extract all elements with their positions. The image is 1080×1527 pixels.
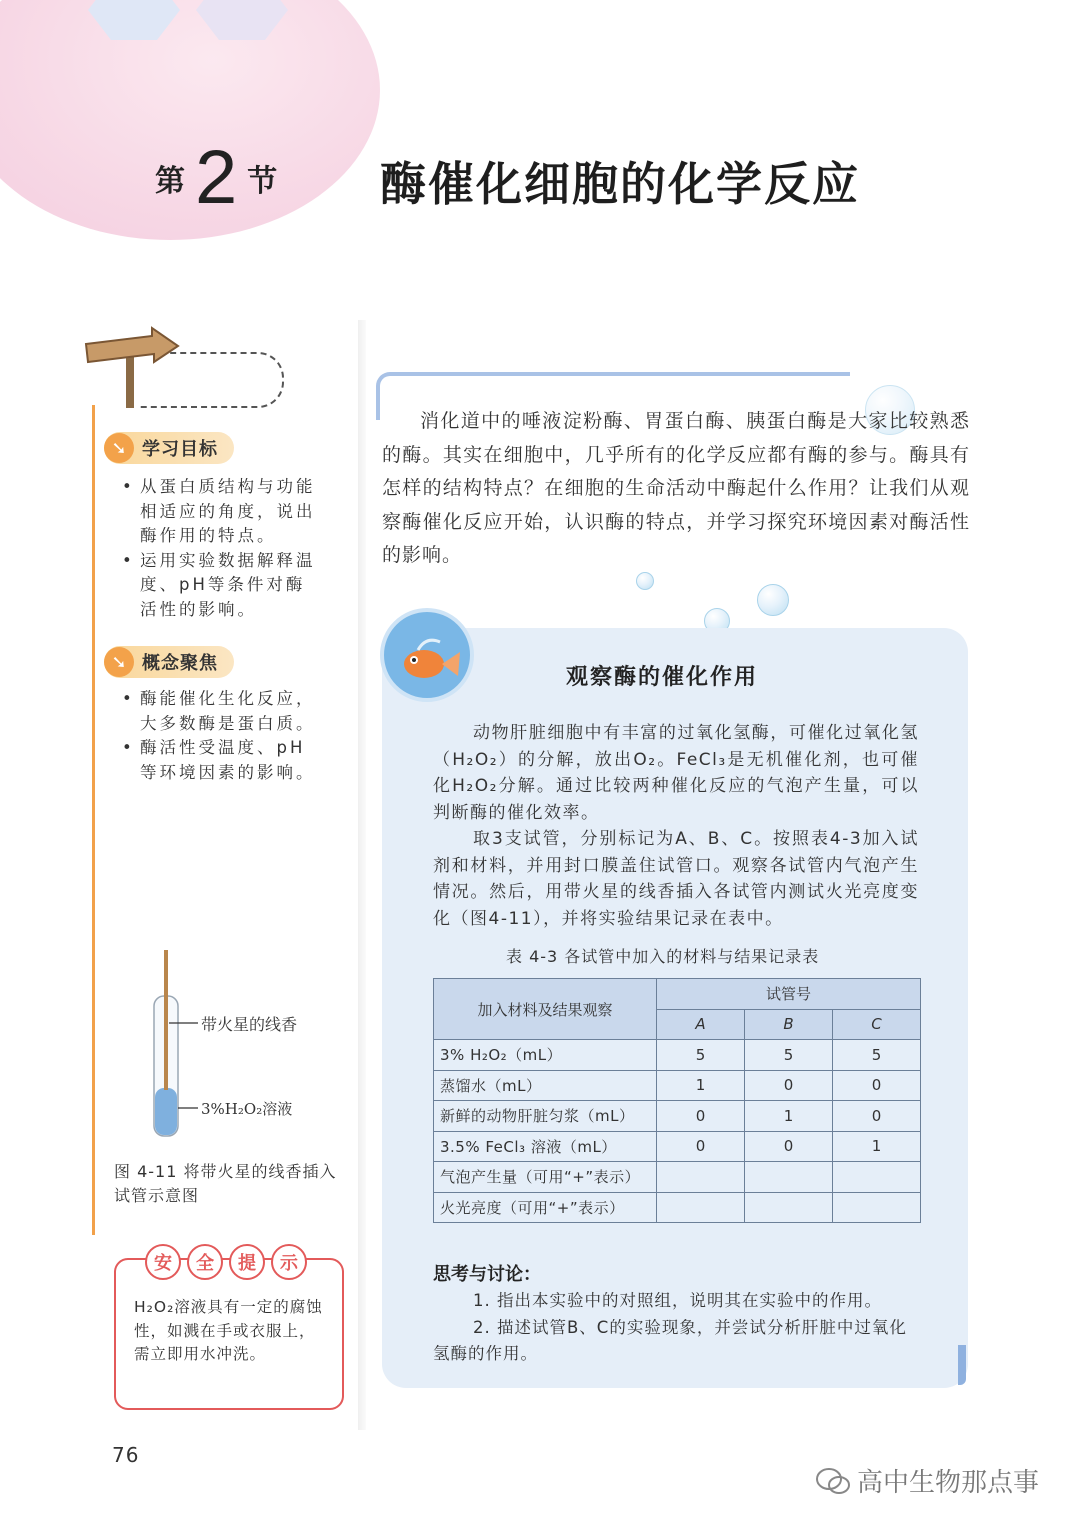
table-cell: 1 <box>833 1131 921 1162</box>
section-label <box>155 135 278 220</box>
table-cell <box>745 1192 833 1223</box>
table-cell <box>745 1162 833 1193</box>
table-cell: 0 <box>833 1070 921 1101</box>
list-item: • 从蛋白质结构与功能相适应的角度，说出酶作用的特点。 <box>122 475 322 549</box>
focus-list <box>122 687 322 785</box>
row-label: 气泡产生量（可用“+”表示） <box>434 1162 657 1193</box>
safety-char: 安 <box>145 1244 181 1280</box>
table-cell: 0 <box>833 1101 921 1132</box>
section-prefix: 第 <box>155 164 185 199</box>
list-item: • 酶活性受温度、pH等环境因素的影响。 <box>122 736 322 785</box>
table-row <box>434 1131 921 1162</box>
table-cell: 1 <box>657 1070 745 1101</box>
table-row <box>434 1162 921 1193</box>
focus-tag <box>104 646 234 678</box>
label-incense: 带火星的线香 <box>201 1015 298 1034</box>
column-header: B <box>745 1009 833 1040</box>
watermark <box>815 1462 1039 1499</box>
goals-list <box>122 475 322 622</box>
table-cell: 5 <box>657 1040 745 1071</box>
safety-char: 全 <box>187 1244 223 1280</box>
row-label: 3% H₂O₂（mL） <box>434 1040 657 1071</box>
table-row <box>434 1192 921 1223</box>
table-cell: 0 <box>657 1131 745 1162</box>
table-cell: 0 <box>657 1101 745 1132</box>
signpost-icon <box>82 322 182 410</box>
list-item: • 运用实验数据解释温度、pH等条件对酶活性的影响。 <box>122 549 322 623</box>
table-row <box>434 1101 921 1132</box>
table-header-left: 加入材料及结果观察 <box>434 979 657 1040</box>
column-header: C <box>833 1009 921 1040</box>
sidebar-divider <box>358 320 366 1430</box>
discussion-list <box>433 1288 919 1368</box>
table-cell <box>833 1162 921 1193</box>
bubble-decoration <box>757 584 789 616</box>
table-row <box>434 1040 921 1071</box>
arrow-icon: ➘ <box>104 647 134 677</box>
table-cell: 0 <box>745 1070 833 1101</box>
page-title: 酶催化细胞的化学反应 <box>380 157 860 211</box>
activity-title: 观察酶的催化作用 <box>566 665 759 690</box>
panel-edge <box>958 1345 966 1385</box>
page-number: 76 <box>112 1443 140 1467</box>
wechat-icon <box>815 1466 851 1496</box>
table-cell: 1 <box>745 1101 833 1132</box>
activity-text <box>433 720 919 932</box>
goldfish-icon <box>380 608 474 702</box>
table-cell: 5 <box>745 1040 833 1071</box>
discussion-item: 2. 描述试管B、C的实验现象，并尝试分析肝脏中过氧化氢酶的作用。 <box>433 1317 907 1363</box>
safety-char: 示 <box>271 1244 307 1280</box>
row-label: 蒸馏水（mL） <box>434 1070 657 1101</box>
row-label: 新鲜的动物肝脏匀浆（mL） <box>434 1101 657 1132</box>
table-cell <box>657 1162 745 1193</box>
section-number: 2 <box>195 135 238 220</box>
section-suffix: 节 <box>247 164 278 199</box>
row-label: 火光亮度（可用“+”表示） <box>434 1192 657 1223</box>
table-cell: 0 <box>745 1131 833 1162</box>
bubble-decoration <box>636 572 654 590</box>
table-row <box>434 1070 921 1101</box>
column-header: A <box>657 1009 745 1040</box>
discussion-item: 1. 指出本实验中的对照组，说明其在实验中的作用。 <box>473 1291 882 1310</box>
table-cell <box>833 1192 921 1223</box>
activity-paragraph: 动物肝脏细胞中有丰富的过氧化氢酶，可催化过氧化氢（H₂O₂）的分解，放出O₂。FeCl₃是无机催化剂，也可催化H₂O₂分解。通过比较两种催化反应的气泡产生量，可以判断酶的催化效率。 <box>433 723 919 823</box>
discussion-title: 思考与讨论： <box>433 1264 541 1285</box>
intro-paragraph: 消化道中的唾液淀粉酶、胃蛋白酶、胰蛋白酶是大家比较熟悉的酶。其实在细胞中，几乎所有的化学反应都有酶的参与。酶具有怎样的结构特点？在细胞的生命活动中酶起什么作用？让我们从观察酶催化反应开始，认识酶的特点，并学习探究环境因素对酶活性的影响。 <box>382 410 970 566</box>
row-label: 3.5% FeCl₃ 溶液（mL） <box>434 1131 657 1162</box>
arrow-icon: ➘ <box>104 433 134 463</box>
goals-tag <box>104 432 234 464</box>
table-header-group: 试管号 <box>657 979 921 1010</box>
goals-tag-label: 学习目标 <box>142 439 218 460</box>
watermark-text: 高中生物那点事 <box>857 1468 1040 1498</box>
safety-text: H₂O₂溶液具有一定的腐蚀性，如溅在手或衣服上，需立即用水冲洗。 <box>134 1298 323 1363</box>
record-table <box>433 978 921 1223</box>
label-solution: 3%H₂O₂溶液 <box>201 1100 293 1118</box>
table-cell: 5 <box>833 1040 921 1071</box>
safety-heading <box>145 1244 307 1280</box>
focus-tag-label: 概念聚焦 <box>142 653 218 674</box>
figure-caption: 图 4-11 将带火星的线香插入试管示意图 <box>114 1162 337 1205</box>
activity-paragraph: 取3支试管，分别标记为A、B、C。按照表4-3加入试剂和材料，并用封口膜盖住试管口。观察各试管内气泡产生情况。然后，用带火星的线香插入各试管内测试火光亮度变化（图4-11），并将实验结果记录在表中。 <box>433 829 919 929</box>
list-item: • 酶能催化生化反应，大多数酶是蛋白质。 <box>122 687 322 736</box>
sidebar-orange-line <box>92 405 95 1235</box>
table-caption: 表 4-3 各试管中加入的材料与结果记录表 <box>506 947 820 966</box>
table-cell <box>657 1192 745 1223</box>
safety-char: 提 <box>229 1244 265 1280</box>
